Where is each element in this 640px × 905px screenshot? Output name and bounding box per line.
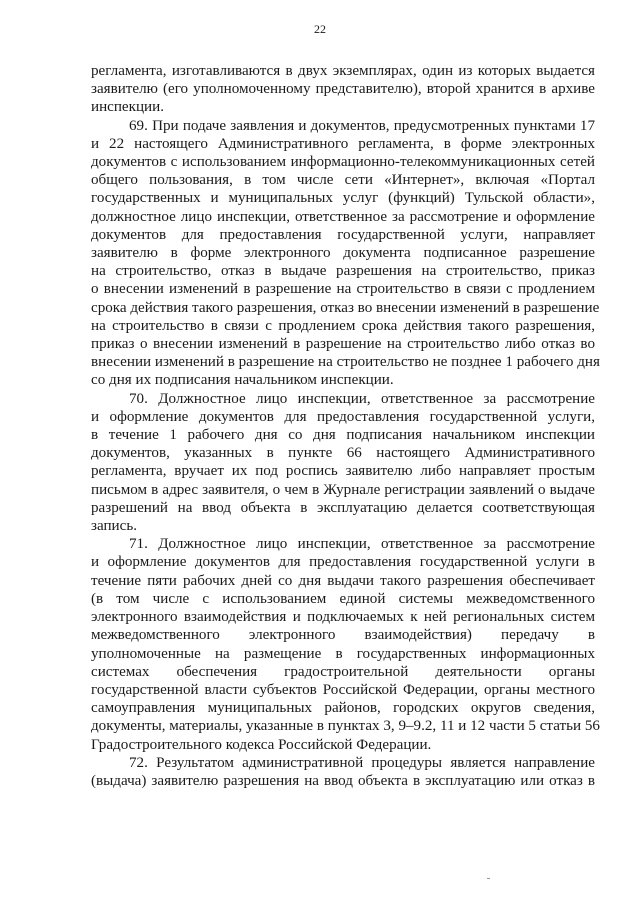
page-number: 22 [314,22,326,36]
text-line: о внесении изменений в разрешение на строительство в связи с продлением [91,281,595,298]
paragraph-72 [91,754,595,790]
text-line: разрешений на ввод объекта в эксплуатацию делается соответствующая [91,499,595,516]
paragraph-71 [91,535,600,753]
text-line: регламента, вручает их под роспись заявителю либо направляет простым [91,463,595,480]
text-line: (выдача) заявителю разрешения на ввод объекта в эксплуатацию или отказ в [91,772,595,789]
text-line: запись. [91,518,137,535]
text-line: на строительство в связи с продлением срока действия такого разрешения, [91,317,595,334]
text-line: со дня их подписания начальником инспекции. [91,372,394,389]
text-line: уполномоченные на размещение в государственных информационных [91,645,595,662]
text-line: в течение 1 рабочего дня со дня подписания начальником инспекции [91,427,595,444]
text-line: письмом в адрес заявителя, о чем в Журнале регистрации заявлений о выдаче [91,481,595,498]
text-line: течение пяти рабочих дней со дня выдачи такого разрешения обеспечивает [91,572,595,589]
text-line: и 22 настоящего Административного регламента, в форме электронных [91,135,595,152]
paragraph-70 [91,390,595,536]
text-line: документов с использованием информационно-телекоммуникационных сетей [91,154,595,171]
text-line: межведомственного электронного взаимодействия) передачу в [91,627,595,644]
text-line: самоуправления муниципальных районов, городских округов сведения, [91,700,595,717]
text-line: внесении изменений в разрешение на строительство не позднее 1 рабочего дня [91,354,600,371]
text-line: 71. Должностное лицо инспекции, ответственное за рассмотрение [129,536,595,553]
text-line: заявителю в форме электронного документа подписанное разрешение [91,245,595,262]
text-line: документов для предоставления государственной услуги, направляет [91,226,595,243]
text-line: общего пользования, в том числе сети «Интернет», включая «Портал [91,172,595,189]
text-line: 69. При подаче заявления и документов, предусмотренных пунктами 17 [129,117,595,134]
text-line: и оформление документов для предоставления государственной услуги, [91,408,595,425]
text-line: 70. Должностное лицо инспекции, ответственное за рассмотрение [129,390,595,407]
text-line: документов, указанных в пункте 66 настоящего Административного [91,445,595,462]
text-line: заявителю (его уполномоченному представителю), второй хранится в архиве [91,81,595,98]
text-line: 72. Результатом административной процедуры является направление [129,754,595,771]
text-line: приказ о внесении изменений в разрешение на строительство либо отказ во [91,336,595,353]
text-line: срока действия такого разрешения, отказ во внесении изменений в разрешение [91,299,600,316]
text-line: регламента, изготавливаются в двух экземплярах, один из которых выдается [91,63,595,79]
text-line: государственных и муниципальных услуг (функций) Тульской области», [91,190,595,207]
text-line: должностное лицо инспекции, ответственное за рассмотрение и оформление [91,208,595,225]
paragraph-continued [91,62,595,117]
text-line: на строительство, отказ в выдаче разрешения на строительство, приказ [91,263,595,280]
text-line: и оформление документов для предоставления государственной услуги в [91,554,595,571]
text-line: инспекции. [91,99,164,116]
text-line: (в том числе с использованием единой системы межведомственного [91,590,595,607]
text-line: электронного взаимодействия и подключаемых к ней региональных систем [91,609,595,626]
document-body [91,62,600,790]
scan-speck [487,878,490,879]
paragraph-69 [91,117,600,390]
text-line: документы, материалы, указанные в пунктах 3, 9–9.2, 11 и 12 части 5 статьи 56 [91,718,600,735]
text-line: системах обеспечения градостроительной деятельности органы [91,663,595,680]
text-line: Градостроительного кодекса Российской Федерации. [91,736,432,753]
text-line: государственной власти субъектов Российской Федерации, органы местного [91,681,595,698]
